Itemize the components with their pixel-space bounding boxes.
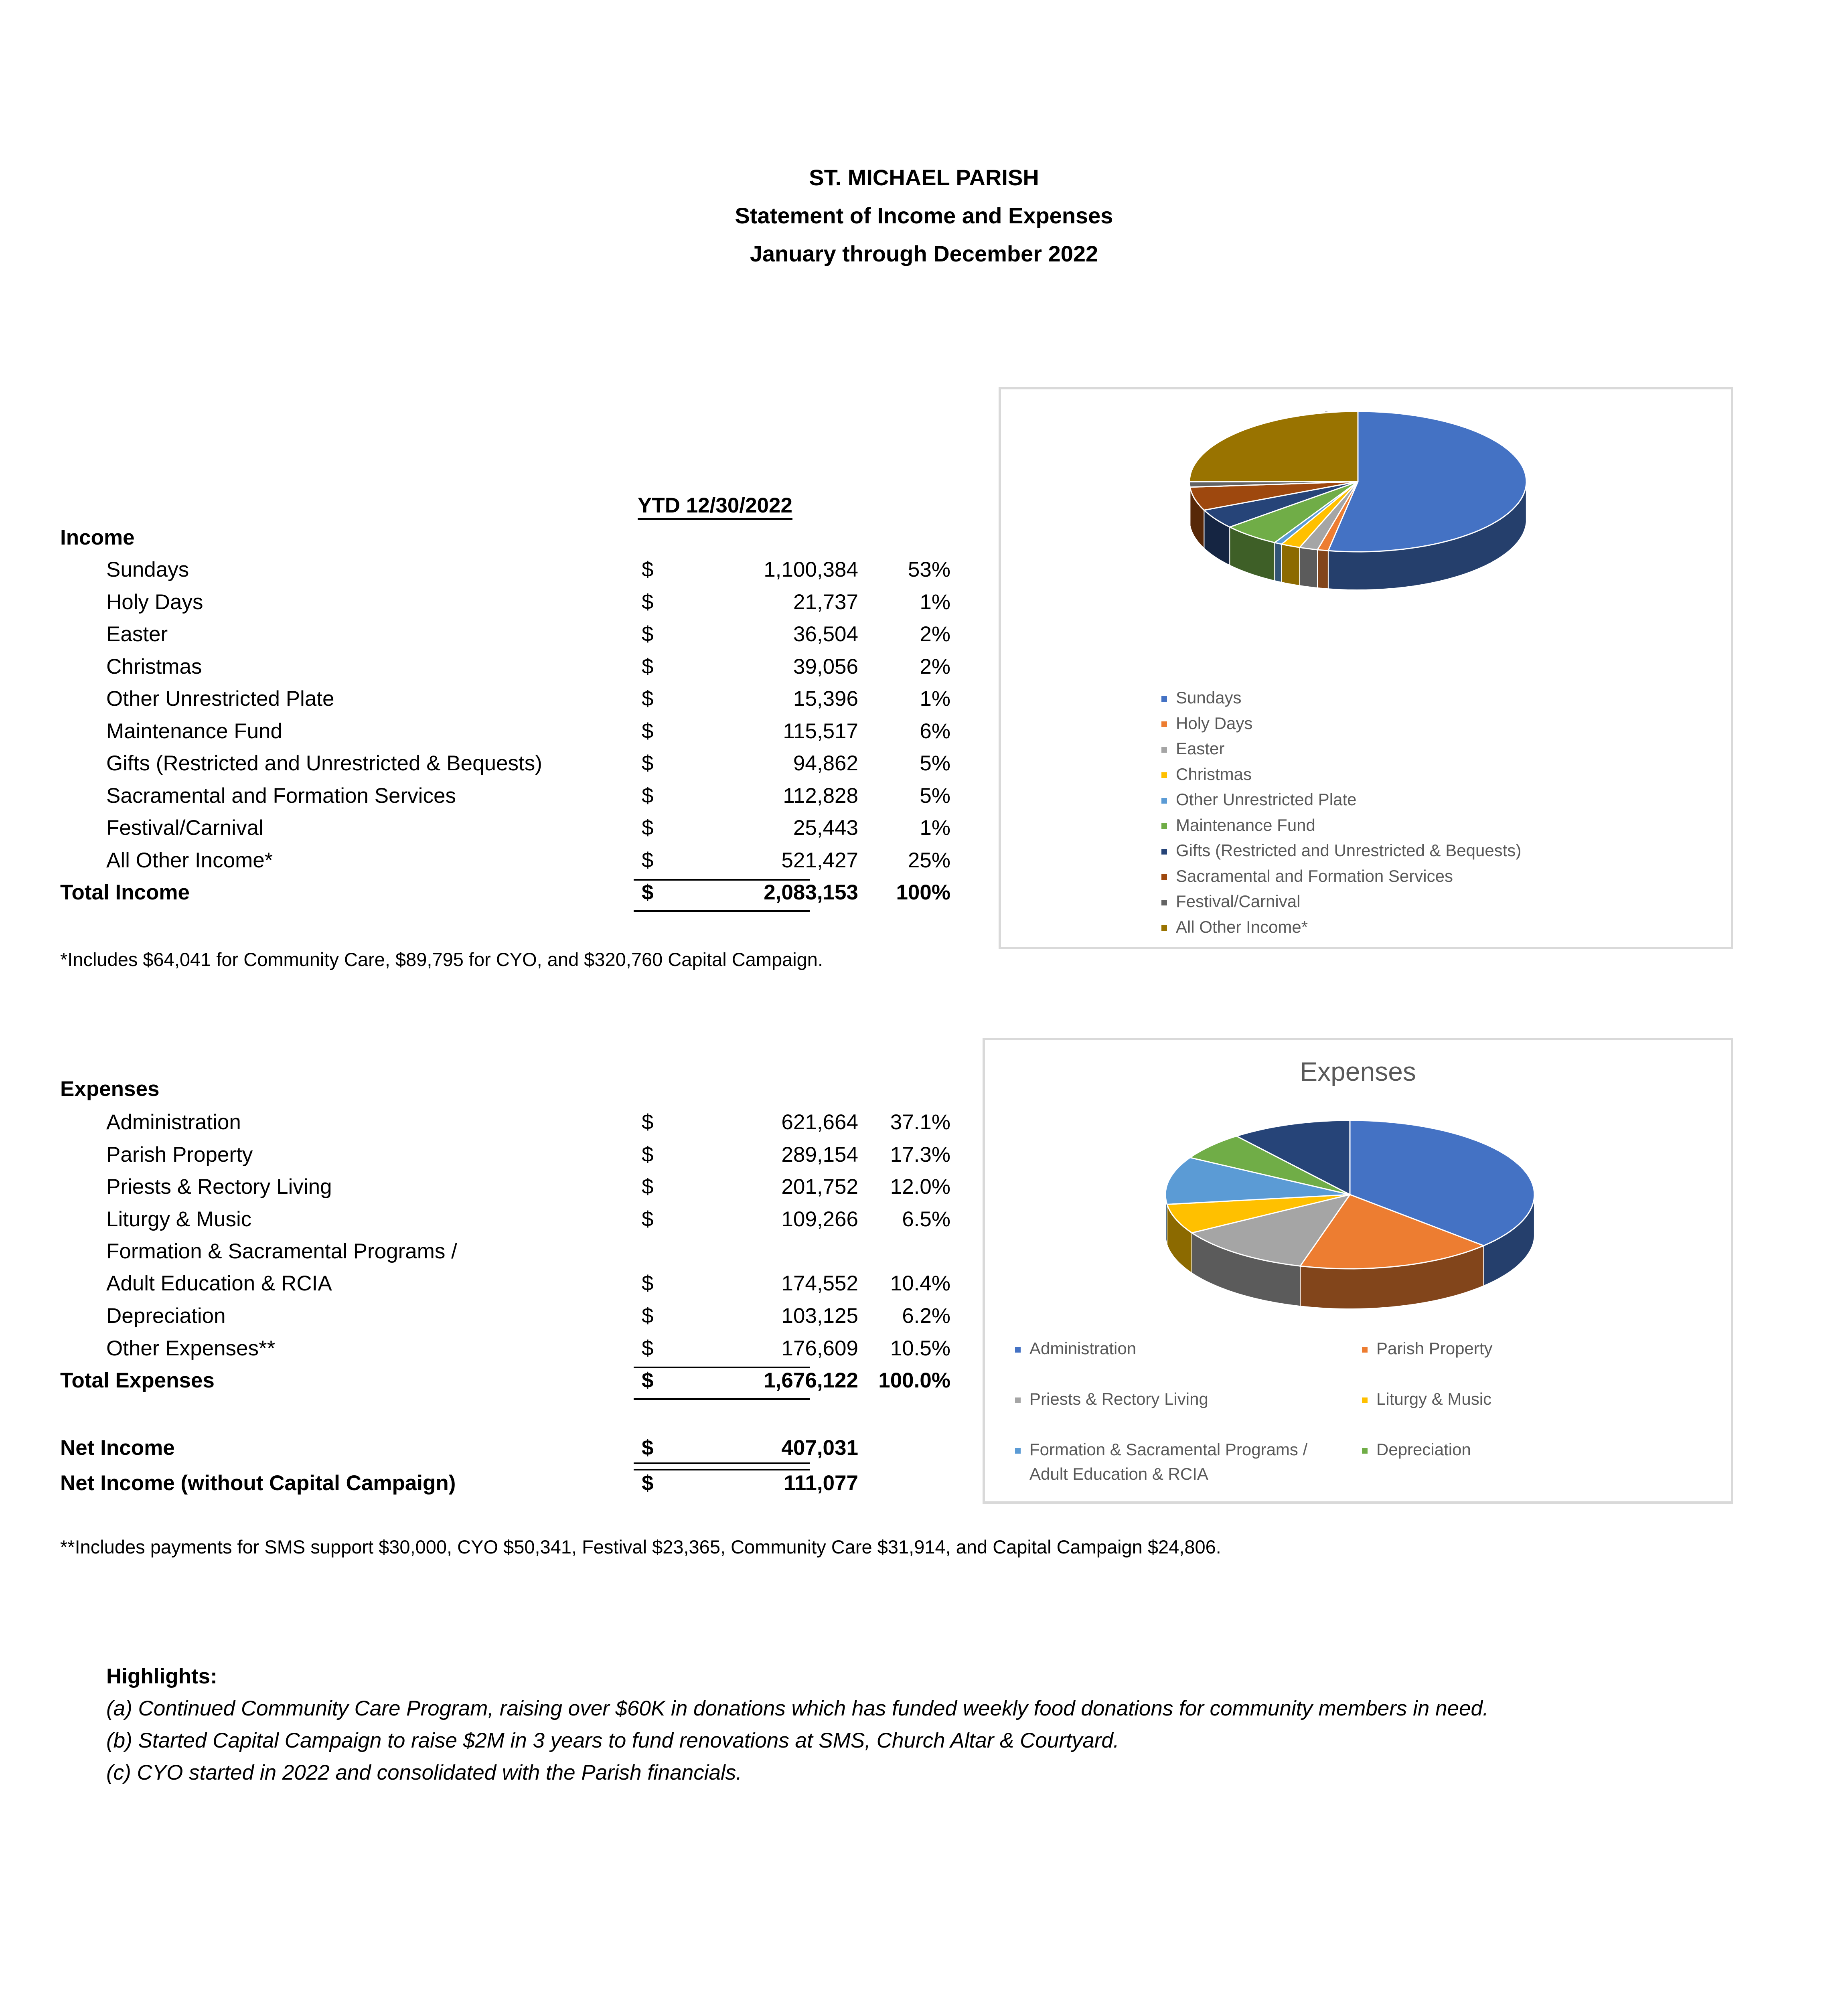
legend-label: Christmas: [1176, 764, 1252, 784]
net-income-currency: $: [642, 1436, 654, 1460]
expense-row-percent: 6.2%: [902, 1304, 950, 1328]
expense-total-row-percent: 100.0%: [878, 1369, 950, 1392]
income-row-percent: 5%: [920, 751, 950, 775]
legend-swatch: [1161, 696, 1167, 702]
expense-row: [60, 1110, 950, 1142]
expense-row-percent: 10.5%: [890, 1336, 950, 1360]
legend-label: All Other Income*: [1176, 917, 1308, 936]
income-row: [60, 654, 950, 687]
period-title: January through December 2022: [750, 241, 1098, 266]
legend-swatch: [1015, 1448, 1021, 1454]
income-legend-item: [1161, 765, 1252, 784]
expense-row: [60, 1207, 950, 1239]
legend-swatch: [1161, 747, 1167, 753]
income-row-percent: 5%: [920, 784, 950, 808]
pie-slice-side: [1300, 547, 1317, 588]
income-row-amount: 15,396: [793, 687, 858, 711]
income-row-label: Sundays: [106, 558, 189, 581]
income-row-currency: $: [642, 590, 654, 614]
income-legend-item: [1161, 867, 1453, 886]
expense-row: [60, 1239, 950, 1295]
income-row-label: Holy Days: [106, 590, 203, 614]
legend-swatch: [1161, 900, 1167, 905]
income-pie: [1001, 389, 1731, 710]
ytd-column-header: YTD 12/30/2022: [638, 493, 792, 520]
income-row-label: All Other Income*: [106, 848, 273, 872]
legend-label: Festival/Carnival: [1176, 892, 1301, 911]
pie-slice-side: [1275, 543, 1281, 582]
expense-row-amount: 201,752: [781, 1175, 858, 1199]
highlight-c: (c) CYO started in 2022 and consolidated with the Parish financials.: [106, 1761, 742, 1784]
legend-swatch: [1161, 823, 1167, 829]
expense-row: [60, 1175, 950, 1207]
expense-row-percent: 37.1%: [890, 1110, 950, 1134]
income-row-amount: 36,504: [793, 622, 858, 646]
income-row: [60, 622, 950, 654]
legend-swatch: [1161, 925, 1167, 931]
expense-row-currency: $: [642, 1110, 654, 1134]
expense-row-amount: 103,125: [781, 1304, 858, 1328]
income-row-currency: $: [642, 816, 654, 840]
legend-label: Priests & Rectory Living: [1029, 1389, 1208, 1408]
income-legend-item: [1161, 739, 1224, 758]
income-row-currency: $: [642, 848, 654, 872]
income-legend-item: [1161, 892, 1300, 911]
income-chart: [999, 387, 1733, 949]
expense-row-amount: 176,609: [781, 1336, 858, 1360]
income-row-currency: $: [642, 719, 654, 743]
income-row-label: Sacramental and Formation Services: [106, 784, 456, 808]
expense-row-label: Administration: [106, 1110, 241, 1134]
legend-swatch: [1362, 1347, 1368, 1353]
pie-slice: [1189, 411, 1358, 482]
income-row-percent: 2%: [920, 654, 950, 678]
legend-swatch: [1015, 1397, 1021, 1403]
legend-label: Gifts (Restricted and Unrestricted & Bequests): [1176, 841, 1522, 860]
legend-swatch: [1161, 798, 1167, 804]
income-total-row-percent: 100%: [896, 881, 950, 904]
highlight-b: (b) Started Capital Campaign to raise $2M in 3 years to fund renovations at SMS, Church Altar & Courtyard.: [106, 1729, 1119, 1752]
income-row-currency: $: [642, 558, 654, 581]
expenses-pie: [985, 1040, 1731, 1345]
income-row-amount: 1,100,384: [764, 558, 858, 581]
expenses-chart-title: Expenses: [1300, 1057, 1416, 1086]
legend-swatch: [1161, 849, 1167, 855]
statement-title: Statement of Income and Expenses: [735, 203, 1113, 228]
highlights-heading: Highlights:: [106, 1665, 217, 1688]
income-legend-item: [1161, 688, 1241, 707]
legend-label: Easter: [1176, 739, 1225, 758]
income-legend-item: [1161, 917, 1308, 937]
income-total-row-amount: 2,083,153: [764, 881, 858, 904]
expense-row-currency: $: [642, 1272, 654, 1295]
legend-swatch: [1362, 1448, 1368, 1454]
expense-row-amount: 289,154: [781, 1142, 858, 1167]
expenses-footnote: **Includes payments for SMS support $30,000, CYO $50,341, Festival $23,365, Community Care $31,914, and Capital Campaign $24,806.: [60, 1536, 1221, 1557]
legend-label: Depreciation: [1376, 1440, 1471, 1459]
expense-row: [60, 1304, 950, 1336]
expense-row-percent: 10.4%: [890, 1272, 950, 1295]
net-income-no-capital-label: Net Income (without Capital Campaign): [60, 1471, 456, 1495]
net-income-no-capital-row: [60, 1471, 910, 1503]
income-row: [60, 590, 950, 622]
income-row-currency: $: [642, 784, 654, 808]
income-row-percent: 53%: [908, 558, 950, 581]
expenses-chart: [983, 1038, 1733, 1504]
income-row: [60, 719, 950, 751]
expense-total-row-amount: 1,676,122: [764, 1369, 858, 1392]
expenses-legend-item: [1362, 1339, 1492, 1358]
net-income-amount: 407,031: [781, 1436, 858, 1460]
net-income-no-capital-currency: $: [642, 1471, 654, 1495]
income-row: [60, 687, 950, 719]
expense-row-label: Liturgy & Music: [106, 1207, 252, 1231]
expenses-heading: Expenses: [60, 1077, 160, 1101]
income-footnote: *Includes $64,041 for Community Care, $89,795 for CYO, and $320,760 Capital Campaign.: [60, 949, 823, 970]
income-row: [60, 751, 950, 783]
expense-total-row-label: Total Expenses: [60, 1369, 215, 1392]
income-row-currency: $: [642, 687, 654, 711]
income-row-label: Festival/Carnival: [106, 816, 263, 840]
expense-row-currency: $: [642, 1175, 654, 1199]
income-row-amount: 21,737: [793, 590, 858, 614]
legend-label: Parish Property: [1376, 1339, 1493, 1358]
legend-swatch: [1362, 1397, 1368, 1403]
income-legend-item: [1161, 714, 1252, 733]
income-row-percent: 2%: [920, 622, 950, 646]
income-legend-item: [1161, 816, 1315, 835]
expense-row-currency: $: [642, 1336, 654, 1360]
legend-swatch: [1161, 721, 1167, 727]
income-legend-item: [1161, 841, 1521, 860]
legend-swatch: [1161, 772, 1167, 778]
legend-swatch: [1015, 1347, 1021, 1353]
pie-slice-side: [1282, 544, 1300, 585]
expenses-legend-item: [1015, 1339, 1136, 1358]
expense-row-label-line2: Adult Education & RCIA: [106, 1272, 332, 1295]
org-title: ST. MICHAEL PARISH: [809, 165, 1039, 190]
income-total-row: [60, 880, 950, 912]
legend-label: Sundays: [1176, 688, 1242, 707]
income-row-percent: 1%: [920, 687, 950, 711]
expense-row-label: Depreciation: [106, 1304, 226, 1328]
expenses-legend-item: [1362, 1440, 1471, 1459]
income-row-percent: 1%: [920, 816, 950, 840]
income-row: [60, 557, 950, 589]
income-row-label: Maintenance Fund: [106, 719, 283, 743]
expense-row-currency: $: [642, 1142, 654, 1167]
expense-total-row-currency: $: [642, 1369, 654, 1392]
expense-row-amount: 621,664: [781, 1110, 858, 1134]
income-row: [60, 816, 950, 848]
expenses-legend-item-line2: Adult Education & RCIA: [1029, 1464, 1208, 1483]
legend-label: Sacramental and Formation Services: [1176, 866, 1453, 885]
expense-row-percent: 12.0%: [890, 1175, 950, 1199]
income-legend-item: [1161, 790, 1357, 809]
legend-label: Holy Days: [1176, 713, 1253, 733]
income-row-amount: 521,427: [781, 848, 858, 872]
income-row: [60, 848, 950, 880]
income-row-currency: $: [642, 622, 654, 646]
expense-total-row: [60, 1368, 950, 1400]
expense-total-underline: [634, 1398, 810, 1400]
income-row-amount: 39,056: [793, 654, 858, 678]
expense-row: [60, 1336, 950, 1368]
expense-row-percent: 17.3%: [890, 1142, 950, 1167]
expense-row-currency: $: [642, 1207, 654, 1231]
income-row-currency: $: [642, 751, 654, 775]
income-row-label: Christmas: [106, 654, 202, 678]
income-row-percent: 25%: [908, 848, 950, 872]
income-row: [60, 784, 950, 816]
income-total-row-currency: $: [642, 881, 654, 904]
legend-swatch: [1161, 874, 1167, 880]
legend-label: Other Unrestricted Plate: [1176, 790, 1357, 809]
legend-label: Administration: [1029, 1339, 1137, 1358]
expenses-legend-item: [1362, 1389, 1491, 1409]
income-row-label: Other Unrestricted Plate: [106, 687, 334, 711]
income-row-amount: 112,828: [783, 784, 858, 808]
expense-row-label: Priests & Rectory Living: [106, 1175, 332, 1199]
expense-row-amount: 109,266: [781, 1207, 858, 1231]
expense-row-percent: 6.5%: [902, 1207, 950, 1231]
expense-row-label: Parish Property: [106, 1142, 253, 1167]
expense-row-label: Formation & Sacramental Programs /: [106, 1239, 457, 1263]
highlight-a: (a) Continued Community Care Program, raising over $60K in donations which has funded weekly food donations for community members in need.: [106, 1697, 1489, 1720]
expense-row-currency: $: [642, 1304, 654, 1328]
net-income-label: Net Income: [60, 1436, 175, 1460]
legend-label: Maintenance Fund: [1176, 815, 1315, 834]
income-total-underline: [634, 910, 810, 912]
expenses-legend-item: [1015, 1389, 1208, 1409]
pie-slice-side: [1317, 550, 1328, 589]
income-row-percent: 6%: [920, 719, 950, 743]
income-row-amount: 94,862: [793, 751, 858, 775]
income-row-currency: $: [642, 654, 654, 678]
income-row-label: Gifts (Restricted and Unrestricted & Bequests): [106, 751, 542, 775]
income-row-amount: 115,517: [783, 719, 858, 743]
income-heading: Income: [60, 526, 135, 549]
expenses-legend-item: [1015, 1440, 1307, 1459]
income-total-row-label: Total Income: [60, 881, 190, 904]
income-row-amount: 25,443: [793, 816, 858, 840]
legend-label: Formation & Sacramental Programs /: [1029, 1440, 1308, 1459]
expense-row: [60, 1142, 950, 1175]
income-row-percent: 1%: [920, 590, 950, 614]
income-row-label: Easter: [106, 622, 168, 646]
legend-label: Liturgy & Music: [1376, 1389, 1492, 1408]
expense-row-amount: 174,552: [781, 1272, 858, 1295]
net-income-double-rule: [634, 1462, 810, 1470]
expense-row-label: Other Expenses**: [106, 1336, 276, 1360]
net-income-no-capital-amount: 111,077: [784, 1471, 858, 1495]
